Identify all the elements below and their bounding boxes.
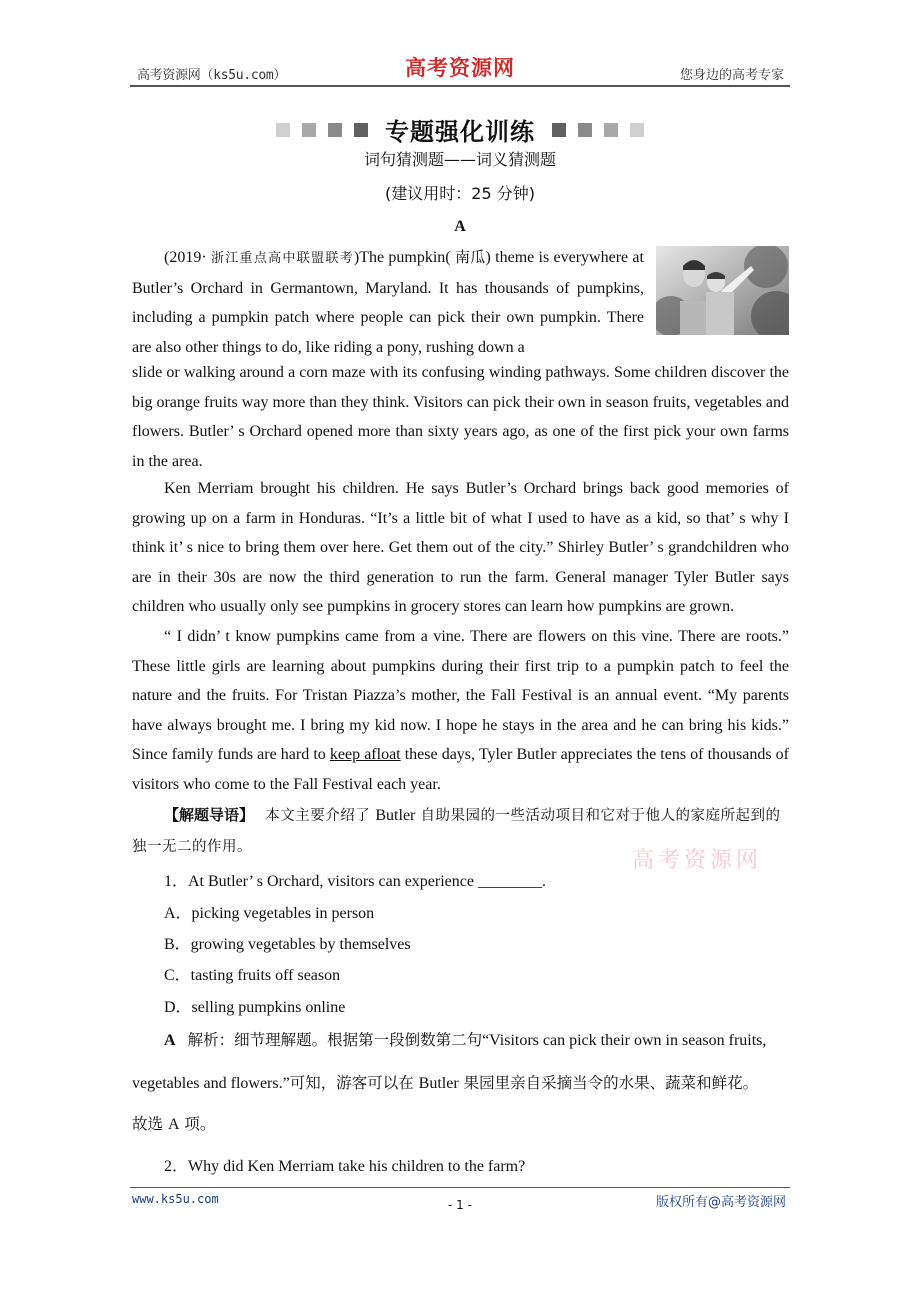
question-1-stem: 1．At Butler’ s Orchard, visitors can experience ________. <box>164 873 546 890</box>
question-1-option-c: C．tasting fruits off season <box>164 967 341 984</box>
analysis-quote: “Visitors can pick their own in season fruits, vegetables and flowers.” <box>132 1032 767 1092</box>
source-exam: 浙江重点高中联盟联考 <box>210 251 354 266</box>
decor-square-icon <box>354 123 368 137</box>
target-phrase: keep afloat <box>329 746 401 763</box>
paragraph-text: these days, Tyler Butler appreciates the tens of thousands of visitors who come to the Fall Festival each year. <box>132 746 790 793</box>
paragraph-text: ) theme is everywhere at Butler’s Orchard in Germantown, Maryland. It has thousands of pumpkins, including a pumpkin patch where people can pick their own pumpkin. There are also other things to do, like riding a pony, rushing down a <box>132 249 644 356</box>
conclusion-text: 项。 <box>179 1115 216 1133</box>
question-1-option-d: D．selling pumpkins online <box>164 999 346 1016</box>
analysis-text: 解析：细节理解题。根据第一段倒数第二句 <box>187 1031 483 1049</box>
section-label: A <box>454 218 466 235</box>
page-number: - 1 - <box>448 1198 472 1212</box>
analysis-text: 可知，游客可以在 <box>289 1074 419 1092</box>
paragraph-text: “ I didn’ t know pumpkins came from a vine. There are flowers on this vine. There are roots.” These little girls are learning about pumpkins during their first trip to a pumpkin patch to feel the nature and the fruits. For Tristan Piazza’s mother, the Fall Festival is an annual event. “My parents have always brought me. I bring my kid now. I hope he stays in the area and he can bring his kids.” Since family funds are hard to <box>132 628 789 763</box>
question-1-option-a: A．picking vegetables in person <box>164 905 375 922</box>
conclusion-text: 故选 <box>132 1115 168 1133</box>
title-row <box>0 112 920 147</box>
guide-text-en: Butler <box>375 807 416 824</box>
header-slogan: 您身边的高考专家 <box>679 68 784 83</box>
decor-square-icon <box>578 123 592 137</box>
subtitle: 词句猜测题——词义猜测题 <box>363 150 556 169</box>
passage-paragraph-1b: slide or walking around a corn maze with its confusing winding pathways. Some children discover the big orange fruits way more than they think. Visitors can pick their own in season fruits, vegetables and flowers. Butler’ s Orchard opened more than sixty years ago, as one of the first pick your own farms in the area. <box>132 364 789 470</box>
decor-square-icon <box>630 123 644 137</box>
header-divider <box>130 85 790 87</box>
decor-square-icon <box>328 123 342 137</box>
question-1-analysis <box>132 1019 792 1105</box>
footer-divider <box>130 1187 790 1188</box>
answer-letter: A <box>164 1032 176 1049</box>
question-1-conclusion <box>132 1103 792 1146</box>
footer-site-link[interactable]: www.ks5u.com <box>132 1192 219 1206</box>
source-close: )The pumpkin( <box>353 249 451 266</box>
question-1-option-b: B．growing vegetables by themselves <box>164 936 411 953</box>
page-title: 专题强化训练 <box>385 118 535 146</box>
time-hint: (建议用时：25 分钟) <box>385 184 535 203</box>
footer-copyright: 版权所有@高考资源网 <box>655 1195 786 1210</box>
header-site-name: 高考资源网（ks5u.com） <box>137 68 287 83</box>
decor-square-icon <box>604 123 618 137</box>
passage-paragraph-2: Ken Merriam brought his children. He says Butler’s Orchard brings back good memories of growing up on a farm in Honduras. “It’s a little bit of what I used to have as a kid, so that’ s why I think it’ s nice to bring them over here. Get them out of the city.” Shirley Butler’ s grandchildren who are in their 30s are now the third generation to run the farm. General manager Tyler Butler says children who usually only see pumpkins in grocery stores can learn how pumpkins are grown. <box>132 480 789 615</box>
conclusion-letter: A <box>167 1116 180 1133</box>
illustration-photo <box>656 246 789 335</box>
decor-square-icon <box>302 123 316 137</box>
passage-paragraph-3 <box>132 622 789 799</box>
watermark-logo: 高考资源网 <box>632 848 763 873</box>
decor-square-icon <box>552 123 566 137</box>
header-logo: 高考资源网 <box>405 55 515 80</box>
analysis-text-en: Butler <box>418 1075 459 1092</box>
photo-icon <box>656 246 789 335</box>
gloss-cn: 南瓜 <box>454 248 486 266</box>
passage-paragraph-1a <box>132 243 644 362</box>
source-year: (2019· <box>164 249 207 266</box>
guide-tag: 【解题导语】 <box>164 806 255 824</box>
guide-text: 自助果园的一些活动项目和它对于他人的家庭所起到的独一无二的作用。 <box>132 808 781 855</box>
analysis-text: 果园里亲自采摘当令的水果、蔬菜和鲜花。 <box>458 1074 759 1092</box>
question-2-stem: 2．Why did Ken Merriam take his children to the farm? <box>164 1158 526 1175</box>
decor-square-icon <box>276 123 290 137</box>
guide-text: 本文主要介绍了 <box>265 808 376 824</box>
